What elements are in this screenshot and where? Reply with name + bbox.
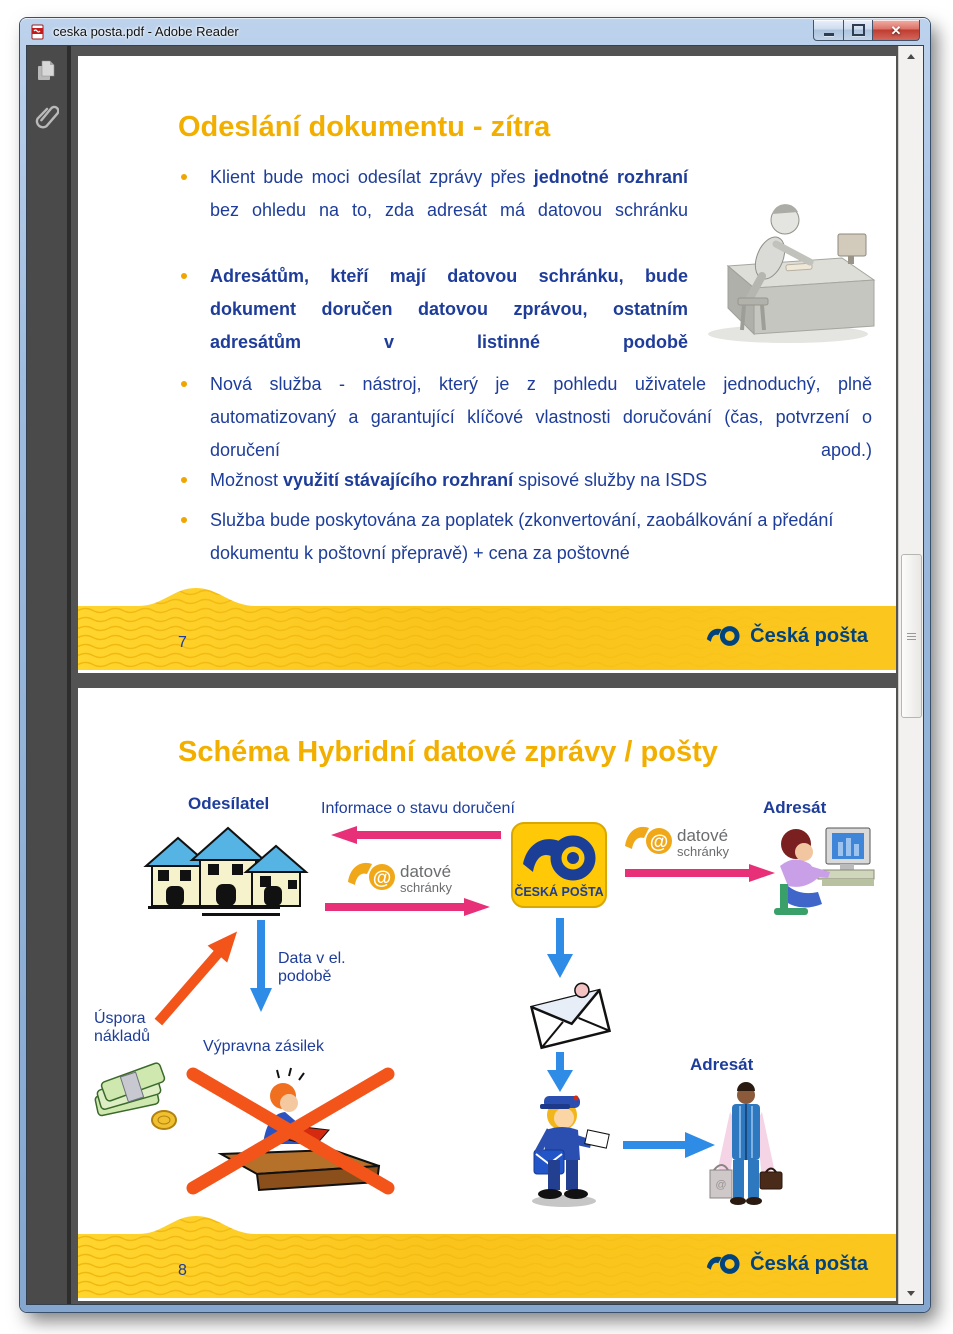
pink-arrow-right-icon [325, 898, 490, 921]
thumb-grip-icon [907, 636, 916, 637]
svg-text:schránky: schránky [400, 880, 453, 895]
label-uspora: Úspora nákladů [94, 1010, 151, 1045]
titlebar[interactable] [20, 18, 930, 45]
slide8-footer [78, 1216, 896, 1298]
navigation-sidebar [27, 46, 71, 1304]
money-clipart [90, 1056, 188, 1141]
bullet-item-2: Adresátům, kteří mají datovou schránku, bude dokument doručen datovou zprávou, ostatním adresátům v listinné podobě [210, 260, 688, 392]
close-icon: ✕ [890, 22, 902, 38]
pdf-file-icon [30, 24, 46, 40]
orange-arrow-up-icon [144, 916, 259, 1036]
svg-text:datové: datové [400, 862, 452, 881]
slide7-footer [78, 588, 896, 670]
pink-arrow-left-icon [331, 826, 501, 849]
window-controls [813, 20, 920, 41]
blue-arrow-down-icon [547, 918, 573, 983]
datove-schranky-logo [346, 850, 476, 905]
thumb-grip-icon [907, 633, 916, 634]
pdf-page-7[interactable] [78, 56, 896, 673]
attachments-paperclip-icon[interactable] [35, 101, 59, 127]
ceska-posta-logo-box [511, 822, 607, 913]
close-button[interactable] [873, 20, 920, 41]
crossed-out-clerk-clipart [183, 1066, 398, 1201]
envelope-clipart [528, 982, 612, 1057]
reader-content-area [26, 45, 924, 1305]
bullet-dot-icon [181, 273, 187, 279]
scroll-up-icon [907, 54, 915, 59]
datove-schranky-logo [623, 814, 753, 869]
label-adresat-bottom: Adresát [690, 1055, 754, 1074]
document-viewer[interactable] [71, 46, 923, 1304]
bullet-dot-icon [181, 381, 187, 387]
ceska-posta-logo [706, 1252, 868, 1276]
bullet-dot-icon [181, 517, 187, 523]
ceska-posta-logo-text: Česká pošta [750, 624, 868, 647]
label-odesilatel: Odesílatel [188, 794, 270, 813]
businessman-clipart [700, 1082, 792, 1211]
page-thumbnails-icon[interactable] [35, 58, 59, 84]
pink-arrow-right-icon [625, 864, 775, 887]
slide7-title: Odeslání dokumentu - zítra [178, 111, 551, 143]
figurine-photo [690, 146, 882, 356]
bullet-dot-icon [181, 477, 187, 483]
thumb-grip-icon [907, 639, 916, 640]
svg-text:@: @ [715, 1179, 727, 1191]
label-informace: Informace o stavu doručení [321, 800, 515, 817]
maximize-button[interactable] [844, 20, 873, 41]
minimize-button[interactable] [813, 20, 844, 41]
window-title: ceska posta.pdf - Adobe Reader [53, 24, 239, 39]
at-symbol: @ [372, 868, 392, 889]
maximize-icon [852, 24, 865, 36]
postman-clipart [516, 1088, 612, 1213]
svg-text:schránky: schránky [677, 844, 730, 859]
ceska-posta-logo [706, 624, 868, 648]
houses-clipart [140, 818, 315, 925]
adobe-reader-window [20, 18, 930, 1312]
ceska-posta-logo-text: Česká pošta [750, 1252, 868, 1275]
scroll-down-button[interactable] [899, 1284, 923, 1303]
label-vypravna: Výpravna zásilek [203, 1038, 324, 1055]
scroll-up-button[interactable] [899, 47, 923, 66]
bullet-dot-icon [181, 174, 187, 180]
label-adresat-top: Adresát [763, 798, 827, 817]
at-symbol: @ [649, 832, 669, 853]
pdf-page-8[interactable] [78, 688, 896, 1301]
bullet-item-3: Nová služba - nástroj, který je z pohledu uživatele jednoduchý, plně automatizovaný a garantující klíčové vlastnosti doručování (čas, potvrzení o doručení apod.) [210, 368, 872, 500]
page-number: 7 [178, 634, 187, 651]
page-number: 8 [178, 1262, 187, 1279]
vertical-scrollbar[interactable] [898, 46, 923, 1304]
posthorn-icon [706, 1252, 742, 1276]
svg-text:datové: datové [677, 826, 729, 845]
bullet-item-5: Služba bude poskytována za poplatek (zkonvertování, zaobálkování a předání dokumentu k poštovní přepravě) + cena za poštovné [210, 504, 872, 570]
label-data-el: Data v el. podobě [278, 950, 346, 985]
slide8-title: Schéma Hybridní datové zprávy / pošty [178, 736, 718, 768]
scrollbar-thumb[interactable] [901, 554, 922, 718]
blue-arrow-down-icon [250, 920, 272, 1017]
bullet-item-1: Klient bude moci odesílat zprávy přes jednotné rozhraní bez ohledu na to, zda adresát má datovou schránku [210, 161, 688, 260]
woman-at-computer-clipart [766, 824, 878, 923]
posthorn-icon [706, 624, 742, 648]
scroll-down-icon [907, 1291, 915, 1296]
svg-text:ČESKÁ POŠTA: ČESKÁ POŠTA [514, 885, 604, 899]
bullet-item-4: Možnost využití stávajícího rozhraní spisové služby na ISDS [210, 464, 890, 497]
minimize-icon [824, 33, 834, 36]
